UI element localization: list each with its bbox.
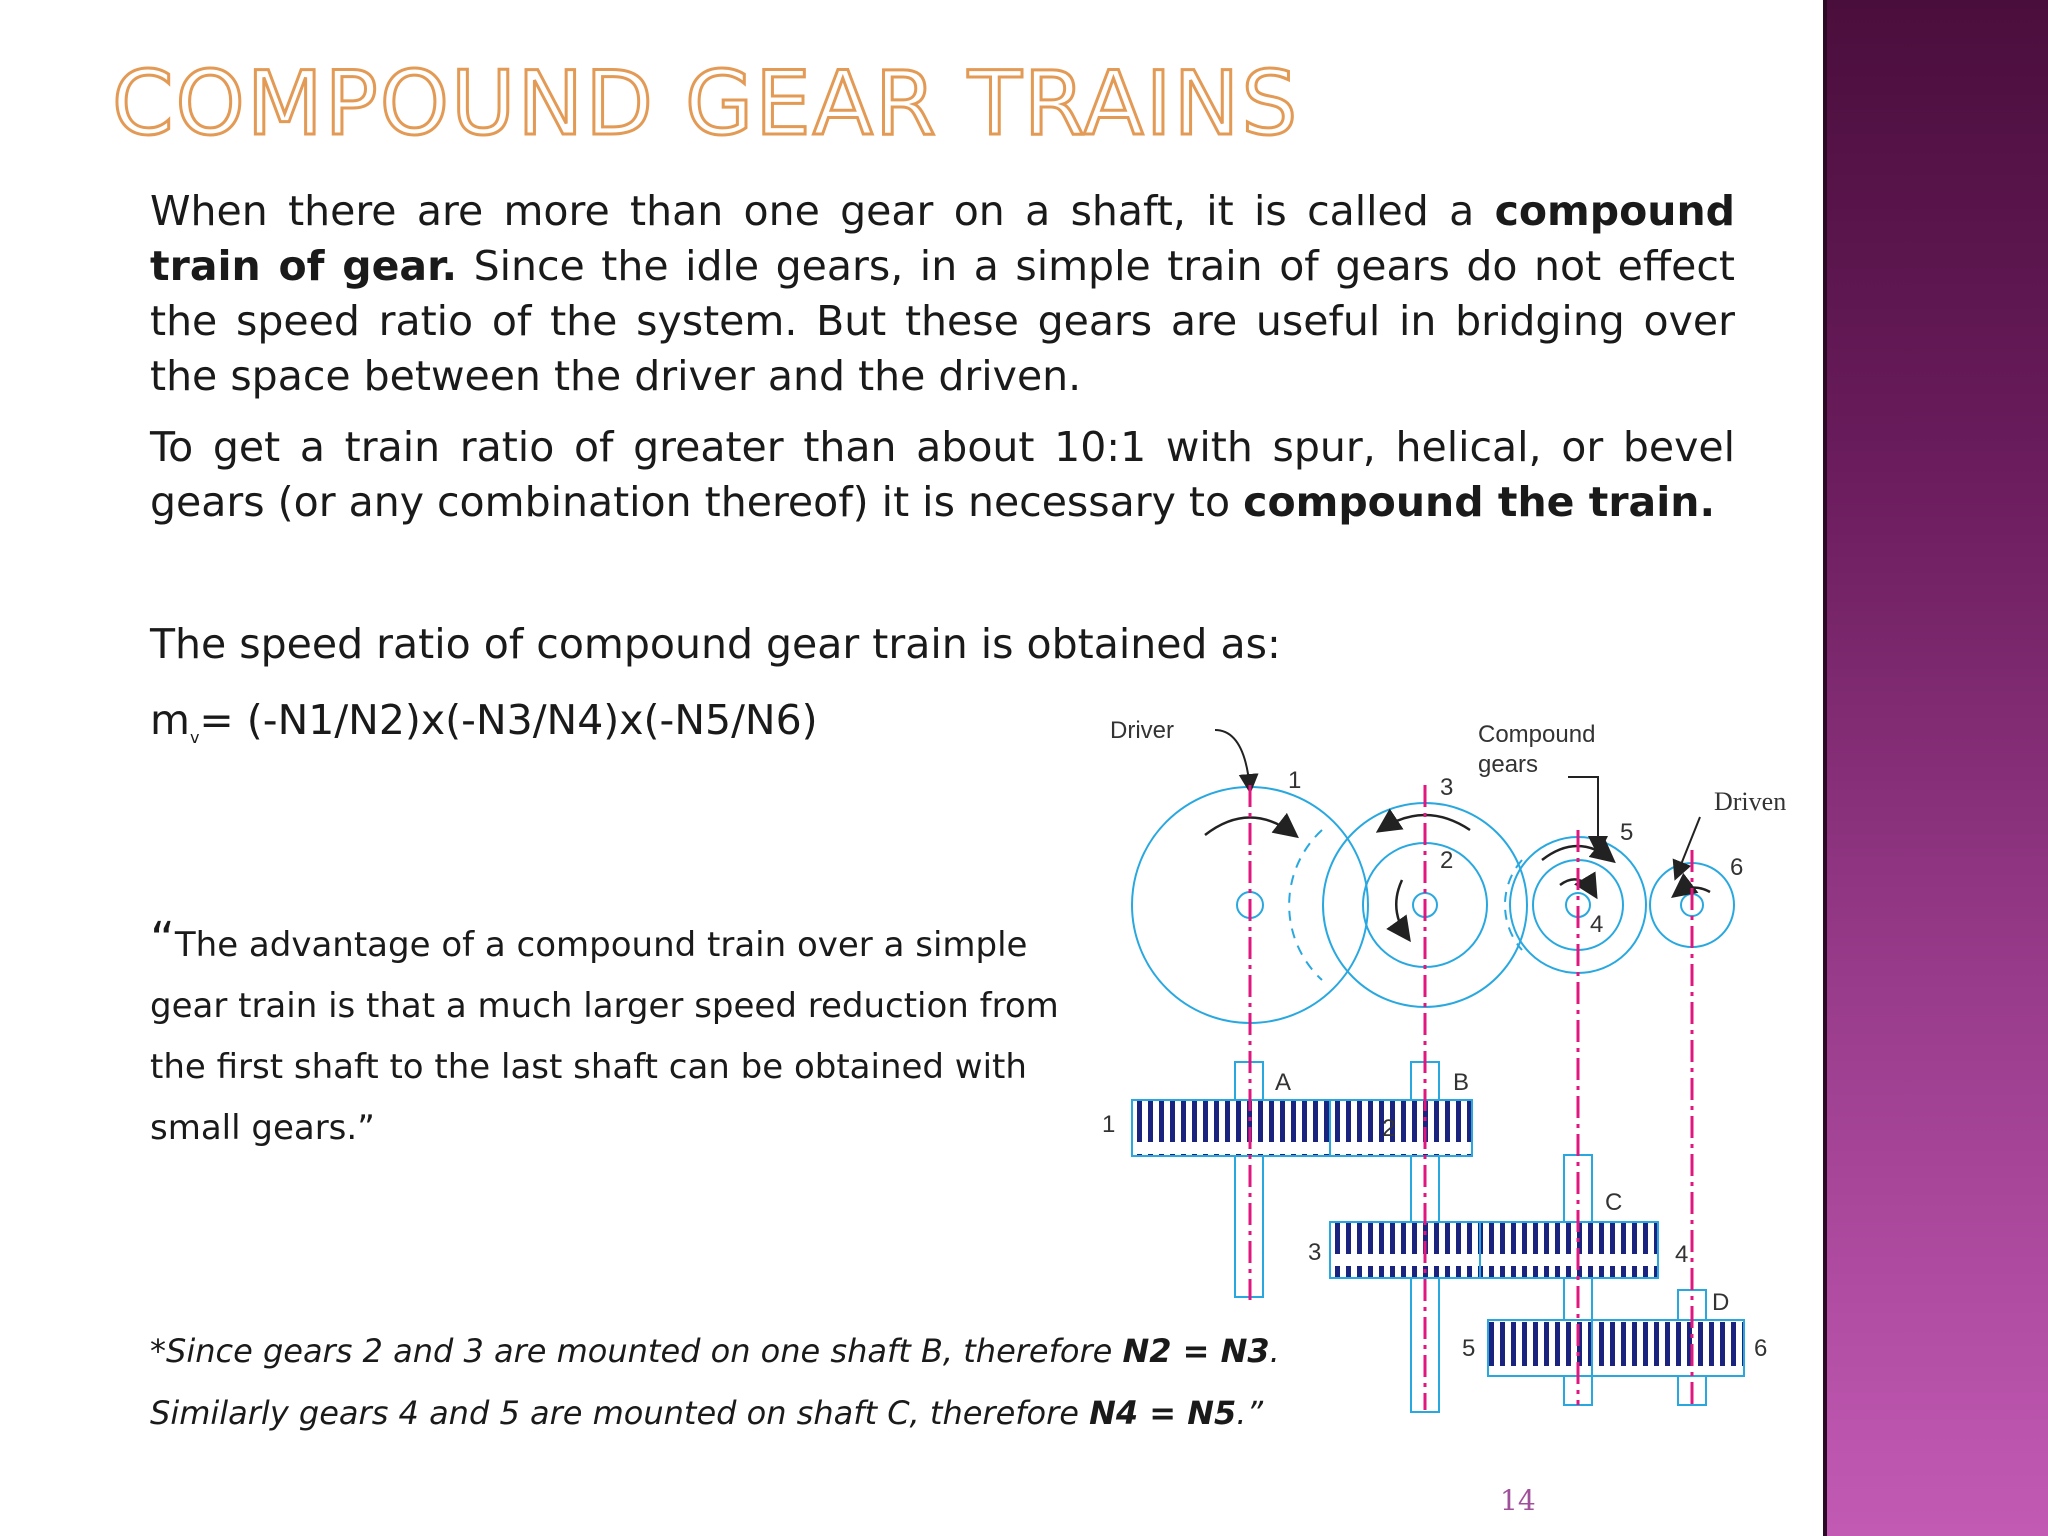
label-leaders [1215, 730, 1700, 877]
paragraph-speed-ratio: The speed ratio of compound gear train is obtained as: [150, 620, 1281, 668]
page-number: 14 [1500, 1484, 1536, 1517]
footnote-text: . Similarly gears 4 and 5 are mounted on shaft C, therefore [150, 1332, 1280, 1432]
footnote-bold: N4 = N5 [1089, 1394, 1237, 1432]
shaft-letter-c: C [1605, 1189, 1623, 1216]
label-gears: gears [1478, 751, 1539, 778]
shaft-letter-b: B [1453, 1069, 1470, 1096]
label-driven: Driven [1714, 787, 1787, 816]
advantage-quote [150, 910, 1070, 1159]
label-driver: Driver [1110, 717, 1174, 744]
formula-subscript: v [189, 728, 200, 748]
label-compound: Compound [1478, 721, 1596, 748]
footnote-text: .” [1236, 1394, 1264, 1432]
gear-number-3: 3 [1440, 774, 1454, 801]
side-number-2: 2 [1382, 1115, 1396, 1142]
paragraph-definition [150, 184, 1735, 404]
paragraph-text: Since the idle gears, in a simple train of gears do not effect the speed ratio of the system. But these gears are useful in bridging over the space between the driver and the driven. [150, 242, 1735, 400]
paragraph-bold-term: compound the train. [1243, 478, 1716, 526]
side-number-4: 4 [1675, 1241, 1689, 1268]
side-number-6: 6 [1754, 1335, 1768, 1362]
shaft-letter-a: A [1275, 1069, 1292, 1096]
center-lines [1250, 785, 1692, 1410]
footnote-bold: N2 = N3 [1122, 1332, 1270, 1370]
side-number-5: 5 [1462, 1335, 1476, 1362]
shaft-letter-d: D [1712, 1289, 1730, 1316]
paragraph-ratio [150, 420, 1735, 530]
gear-number-5: 5 [1620, 819, 1634, 846]
rotation-arrows [1205, 815, 1710, 938]
quote-text: The advantage of a compound train over a simple gear train is that a much larger speed reduction from the first shaft to the last shaft can be obtained with small gears.” [150, 925, 1059, 1148]
side-number-3: 3 [1308, 1239, 1322, 1266]
footnote-text: *Since gears 2 and 3 are mounted on one shaft B, therefore [150, 1332, 1123, 1370]
paragraph-text: To get a train ratio of greater than about 10:1 with spur, helical, or bevel gears (or any combination thereof) it is necessary to [150, 423, 1735, 526]
sidebar-decoration [1827, 0, 2048, 1536]
speed-ratio-formula [150, 693, 818, 765]
slide-title: COMPOUND GEAR TRAINS [112, 52, 1300, 155]
formula-expression: = (-N1/N2)x(-N3/N4)x(-N5/N6) [199, 696, 818, 744]
gear-number-2: 2 [1440, 847, 1454, 874]
gear-number-1: 1 [1288, 767, 1302, 794]
gear-number-4: 4 [1590, 911, 1604, 938]
compound-gear-diagram [1090, 700, 1820, 1420]
paragraph-text: When there are more than one gear on a shaft, it is called a [150, 187, 1495, 235]
sidebar-edge [1823, 0, 1827, 1536]
formula-symbol: m [150, 696, 190, 744]
quote-open-mark: “ [150, 912, 175, 968]
gear-number-6: 6 [1730, 854, 1744, 881]
side-number-1: 1 [1102, 1111, 1116, 1138]
paragraph-bold-term: compound train of gear. [150, 187, 1735, 290]
